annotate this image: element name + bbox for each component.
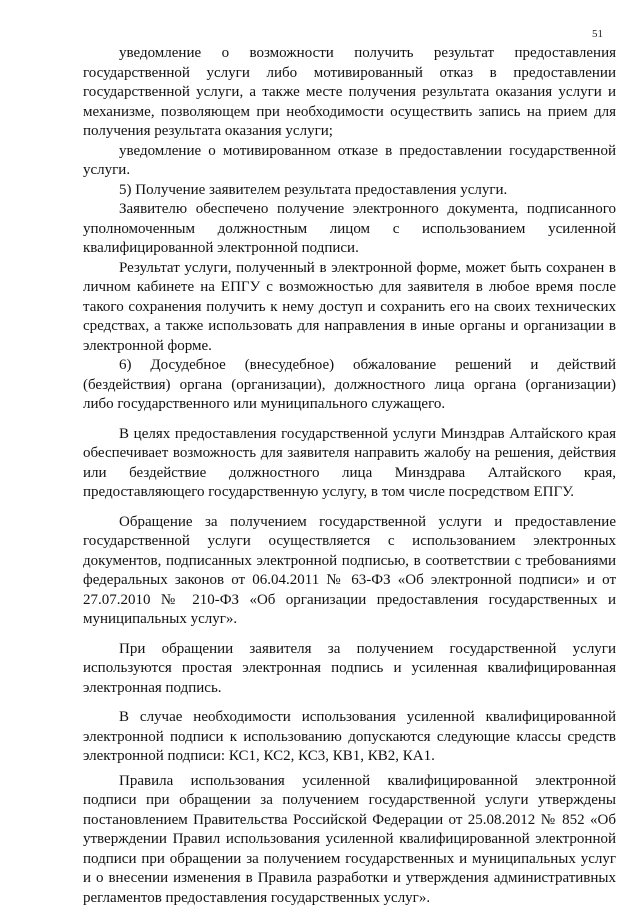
- paragraph-signature-classes: В случае необходимости использования усиленной квалифицированной электронной подписи к использованию допускаются следующие классы средств электронной подписи: КС1, КС2, КС3, КВ1, КВ2, КА1.: [83, 708, 616, 767]
- paragraph-step-6-heading: 6) Досудебное (внесудебное) обжалование решений и действий (бездействия) органа (организации), должностного лица органа (организации) либо государственного или муниципального служащего.: [83, 356, 616, 415]
- page-number: 51: [592, 28, 603, 40]
- paragraph-legal-basis: Обращение за получением государственной услуги и предоставление государственной услуги осуществляется с использованием электронных документов, подписанных электронной подписью, в соответствии с требованиями федеральных законов от 06.04.2011 № 63-ФЗ «Об электронной подписи» и от 27.07.2010 № 210-ФЗ «Об организации предоставления государственных и муниципальных услуг».: [83, 513, 616, 630]
- paragraph-step-5-heading: 5) Получение заявителем результата предоставления услуги.: [83, 181, 616, 201]
- paragraph-signature-rules: Правила использования усиленной квалифицированной электронной подписи при обращении за получением государственной услуги утверждены постановлением Правительства Российской Федерации от 25.08.2012 № 852 «Об утверждении Правил использования усиленной квалифицированной электронной подписи при обращении за получением государственных и муниципальных услуг и о внесении изменения в Правила разработки и утверждения административных регламентов предоставления государственных услуг».: [83, 772, 616, 908]
- paragraph-signature-types: При обращении заявителя за получением государственной услуги используются простая электронная подпись и усиленная квалифицированная электронная подпись.: [83, 640, 616, 699]
- paragraph-complaint: В целях предоставления государственной услуги Минздрав Алтайского края обеспечивает возможность для заявителя направить жалобу на решения, действия или бездействие должностного лица Минздрава Алтайского края, предоставляющего государственную услугу, в том числе посредством ЕПГУ.: [83, 425, 616, 503]
- paragraph-electronic-document: Заявителю обеспечено получение электронного документа, подписанного уполномоченным должностным лицом с использованием усиленной квалифицированной электронной подписи.: [83, 200, 616, 259]
- paragraph-result-storage: Результат услуги, полученный в электронной форме, может быть сохранен в личном кабинете на ЕПГУ с возможностью для заявителя в любое время после такого сохранения получить к нему доступ и сохранить его на своих технических средствах, а также использовать для направления в иные органы и организации в электронной форме.: [83, 259, 616, 357]
- document-body: [83, 44, 616, 908]
- paragraph-notice-result: уведомление о возможности получить результат предоставления государственной услуги либо мотивированный отказ в предоставлении государственной услуги, а также месте получения результата оказания услуги и механизме, позволяющем при необходимости осуществить запись на прием для получения результата оказания услуги;: [83, 44, 616, 142]
- paragraph-notice-refusal: уведомление о мотивированном отказе в предоставлении государственной услуги.: [83, 142, 616, 181]
